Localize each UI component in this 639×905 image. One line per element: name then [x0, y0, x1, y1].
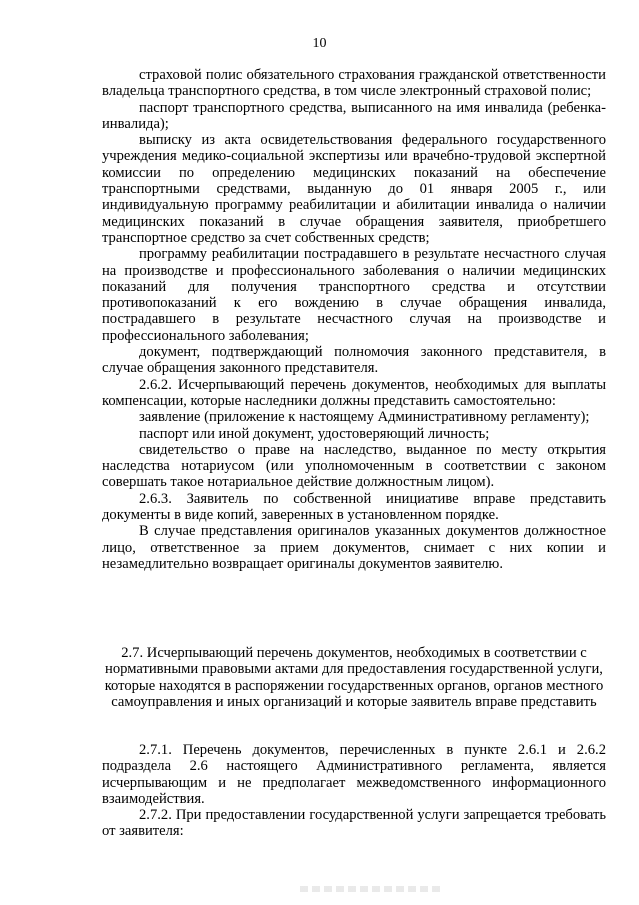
paragraph: паспорт или иной документ, удостоверяющий личность; [139, 425, 490, 442]
section-heading-text: 2.7. Исчерпывающий перечень документов, необходимых в соответствии с нормативными правовыми актами для предоставления государственной услуги, которые находятся в распоряжении государственных органов, органов местного самоуправления и иных организаций и которые заявитель вправе представить [104, 645, 604, 710]
paragraph: документ, подтверждающий полномочия законного представителя, в случае обращения законного представителя. [102, 344, 606, 377]
document-body [102, 67, 606, 572]
paragraph: паспорт транспортного средства, выписанного на имя инвалида (ребенка-инвалида); [102, 99, 606, 132]
paragraph: свидетельство о праве на наследство, выданное по месту открытия наследства нотариусом (или уполномоченным в соответствии с законом совершать такое нотариальное действие должностным лицом). [102, 441, 606, 491]
paragraph: 2.6.2. Исчерпывающий перечень документов, необходимых для выплаты компенсации, которые наследники должны представить самостоятельно: [102, 376, 606, 409]
paragraph: 2.7.2. При предоставлении государственной услуги запрещается требовать от заявителя: [102, 807, 606, 840]
paragraph: выписку из акта освидетельствования федерального государственного учреждения медико-социальной экспертизы или врачебно-трудовой экспертной комиссии по определению медицинских показаний на обеспечение транспортными средствами, выданную до 01 января 2005 г., или индивидуальную программу реабилитации и абилитации инвалида о наличии медицинских показаний в случае обращения заявителя, приобретшего транспортное средство за счет собственных средств; [102, 132, 606, 246]
bleed-through-mark [300, 886, 440, 892]
paragraph: 2.7.1. Перечень документов, перечисленных в пункте 2.6.1 и 2.6.2 подраздела 2.6 настоящего Административного регламента, является исчерпывающим и не предполагает межведомственного информационного взаимодействия. [102, 742, 606, 807]
paragraph: программу реабилитации пострадавшего в результате несчастного случая на производстве и профессионального заболевания о наличии медицинских показаний для получения транспортного средства и отсутствии противопоказаний к его вождению в случае обращения инвалида, пострадавшего в результате несчастного случая на производстве и профессионального заболевания; [102, 246, 606, 344]
paragraph: заявление (приложение к настоящему Административному регламенту); [139, 409, 590, 426]
paragraph: 2.6.3. Заявитель по собственной инициативе вправе представить документы в виде копий, заверенных в установленном порядке. [102, 490, 606, 524]
page-number: 10 [312, 36, 327, 51]
paragraph: страховой полис обязательного страхования гражданской ответственности владельца транспортного средства, в том числе электронный страховой полис; [102, 67, 606, 100]
paragraph: В случае представления оригиналов указанных документов должностное лицо, ответственное за прием документов, снимает с них копии и незамедлительно возвращает оригиналы документов заявителю. [102, 523, 606, 572]
section-body [102, 742, 606, 840]
section-heading [102, 645, 606, 710]
